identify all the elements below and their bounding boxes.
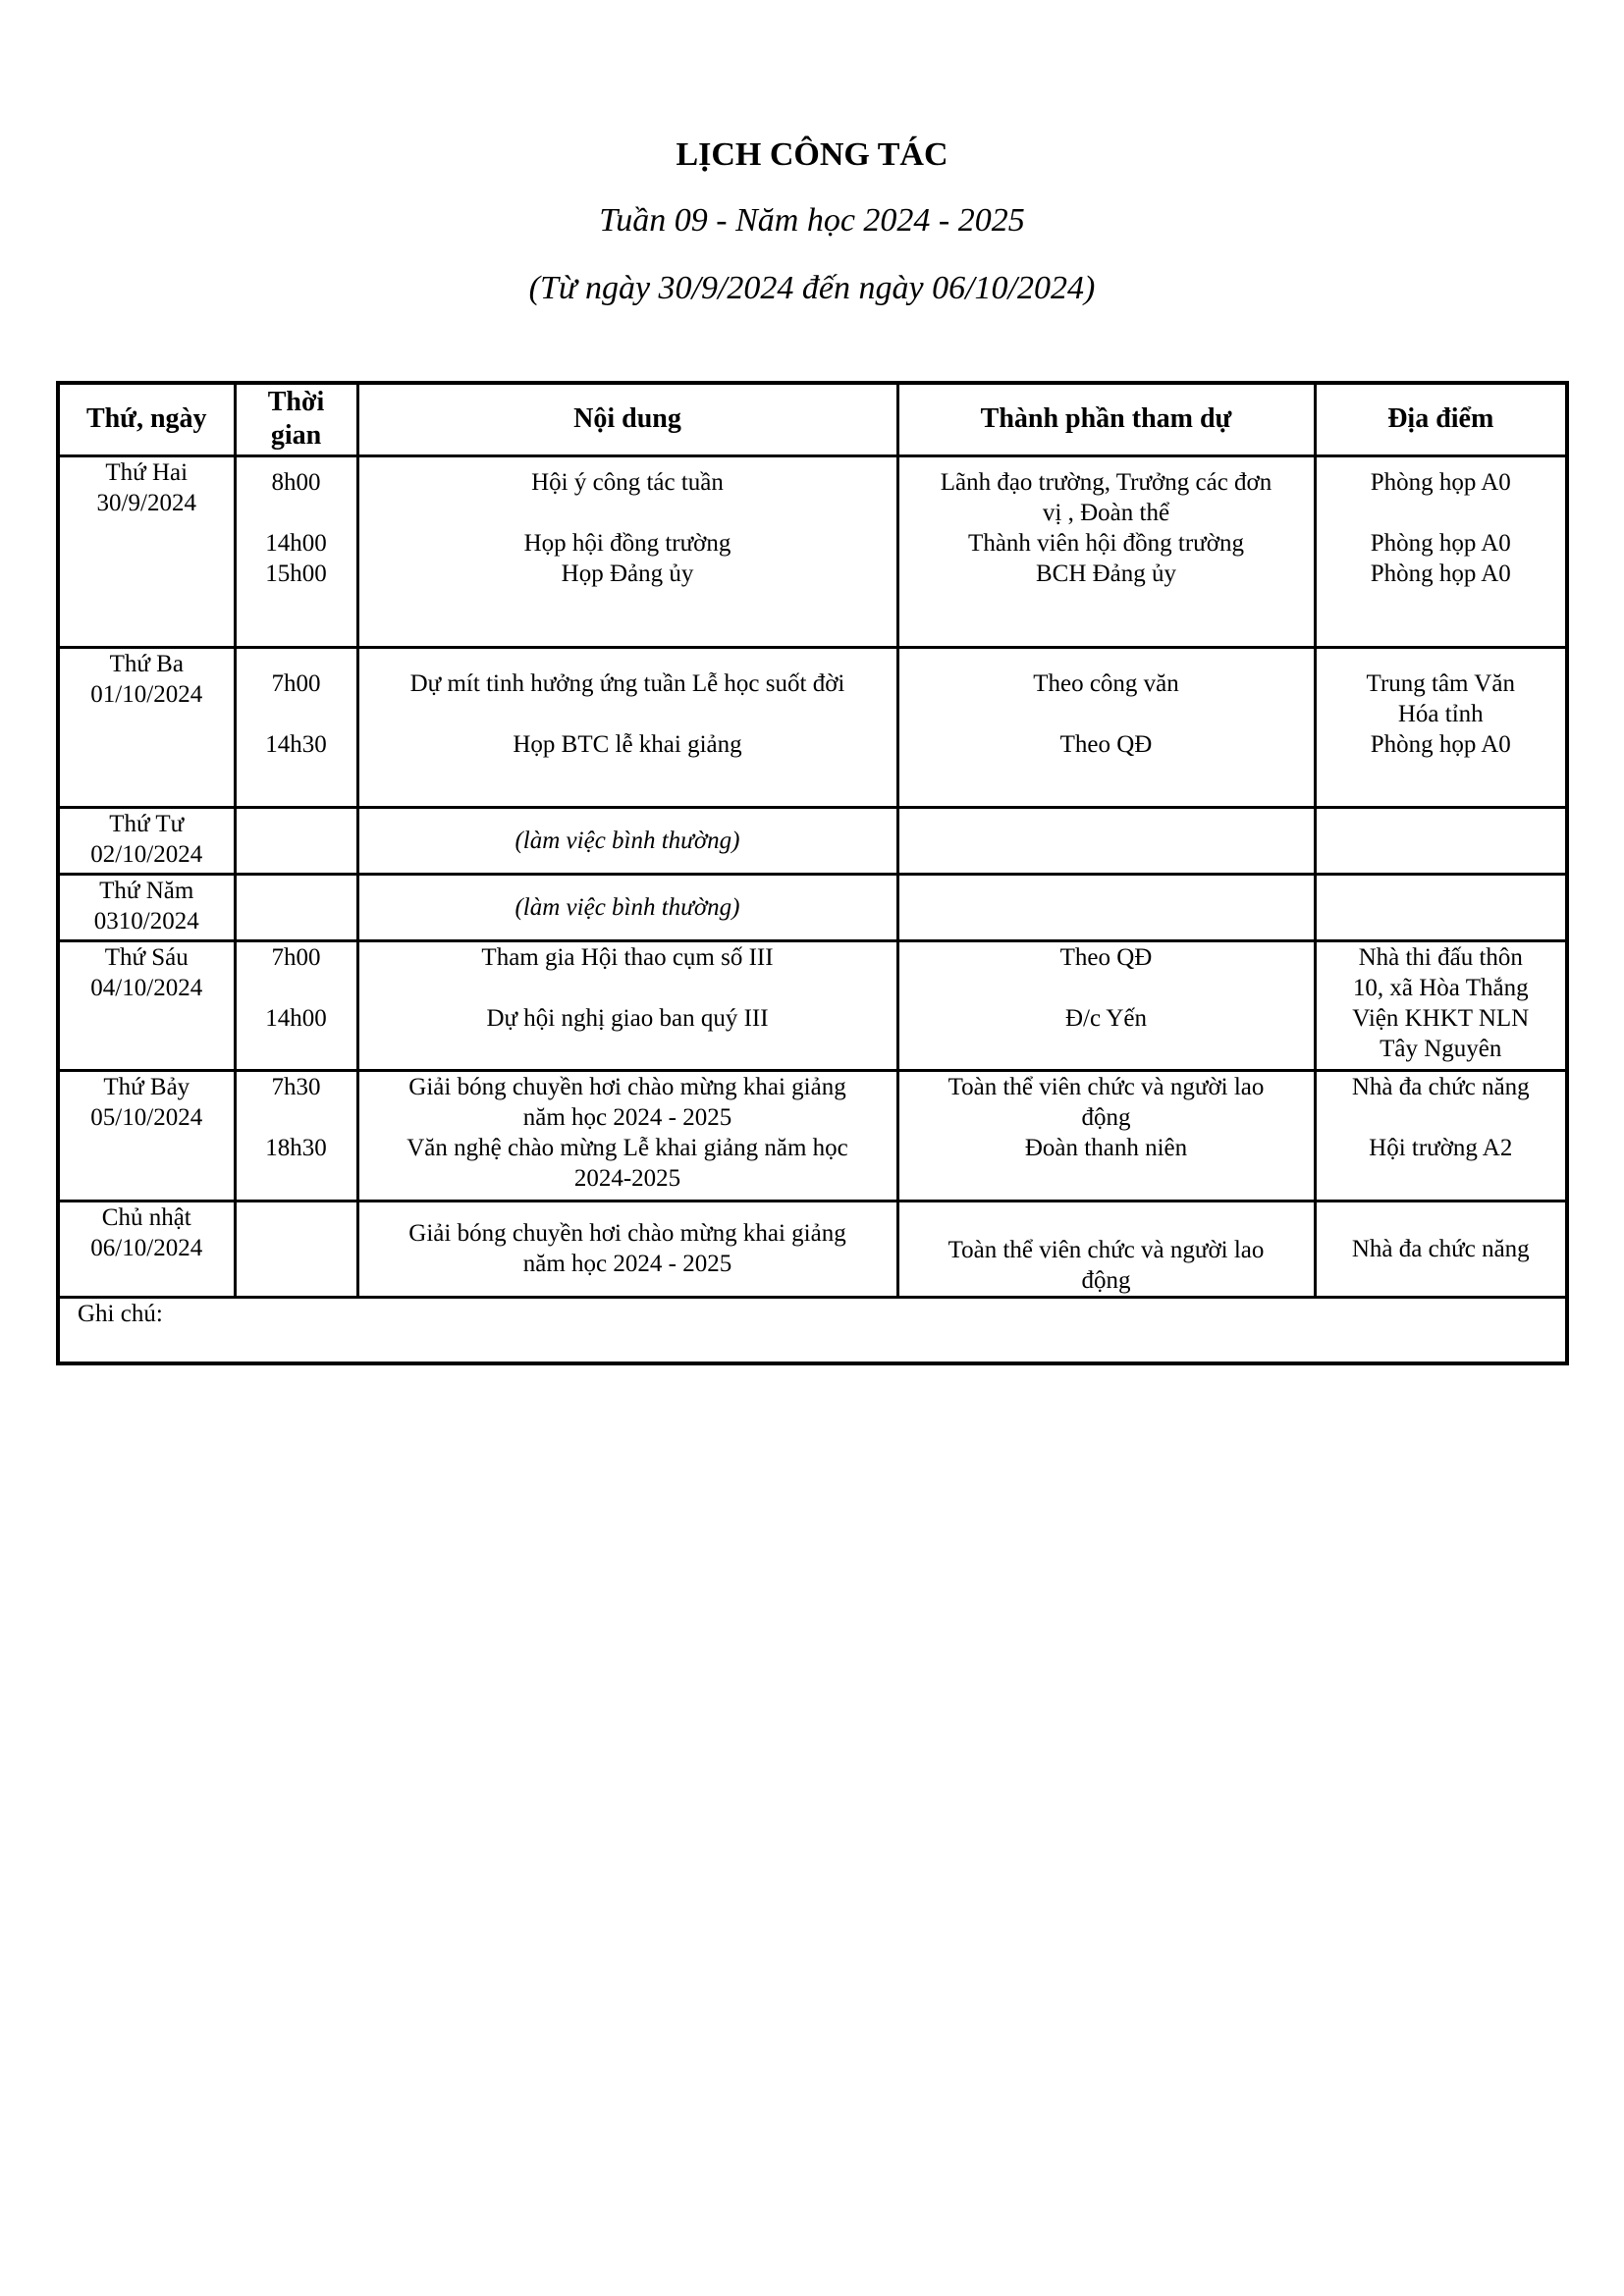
location-item: Nhà đa chức năng	[1351, 1235, 1530, 1262]
content-item: Giải bóng chuyền hơi chào mừng khai giảng	[408, 1073, 846, 1100]
day-name: Chủ nhật	[101, 1203, 191, 1231]
location-item: Hội trường A2	[1369, 1134, 1513, 1161]
participants-cell	[897, 455, 1315, 647]
participants-item: Lãnh đạo trường, Trưởng các đơn	[940, 468, 1272, 496]
participants-cell	[897, 647, 1315, 807]
day-name: Thứ Tư	[109, 810, 185, 837]
content-item: Giải bóng chuyền hơi chào mừng khai giảng	[408, 1220, 846, 1247]
time-cell	[235, 647, 357, 807]
day-date: 30/9/2024	[96, 489, 196, 516]
content-cell	[357, 455, 897, 647]
time-cell	[235, 1201, 357, 1297]
location-cell	[1315, 455, 1567, 647]
day-date: 02/10/2024	[90, 840, 203, 868]
content-item: Dự mít tinh hưởng ứng tuần Lễ học suốt đời	[409, 669, 845, 697]
notes-cell	[58, 1297, 1567, 1363]
content-cell	[357, 1201, 897, 1297]
header-time-line1: Thời	[267, 387, 325, 418]
day-name: Thứ Ba	[109, 650, 184, 677]
header-participants: Thành phần tham dự	[897, 383, 1315, 455]
day-cell	[58, 1201, 235, 1297]
location-item: Tây Nguyên	[1380, 1035, 1502, 1062]
header-time-line2: gian	[270, 420, 322, 452]
day-date: 0310/2024	[93, 907, 199, 934]
location-item: 10, xã Hòa Thắng	[1352, 974, 1529, 1001]
participants-cell	[897, 940, 1315, 1070]
content-item: (làm việc bình thường)	[514, 827, 740, 854]
header-location: Địa điểm	[1315, 383, 1567, 455]
document-date-range: (Từ ngày 30/9/2024 đến ngày 06/10/2024)	[528, 270, 1096, 306]
location-item: Nhà đa chức năng	[1351, 1073, 1530, 1100]
time-value: 14h00	[265, 1004, 327, 1032]
time-cell	[235, 874, 357, 940]
content-item: Dự hội nghị giao ban quý III	[486, 1004, 769, 1032]
time-value: 7h30	[271, 1073, 321, 1100]
content-item: Họp BTC lễ khai giảng	[513, 730, 742, 758]
location-cell	[1315, 874, 1567, 940]
content-cell	[357, 807, 897, 874]
day-cell	[58, 647, 235, 807]
time-cell	[235, 455, 357, 647]
content-item: Họp hội đồng trường	[523, 529, 731, 557]
content-item: (làm việc bình thường)	[514, 893, 740, 921]
day-cell	[58, 807, 235, 874]
participants-item: động	[1081, 1103, 1131, 1131]
location-cell	[1315, 1070, 1567, 1201]
day-date: 01/10/2024	[90, 680, 203, 708]
content-cell	[357, 940, 897, 1070]
participants-cell	[897, 1201, 1315, 1297]
time-cell	[235, 1070, 357, 1201]
table-row-friday	[58, 940, 1567, 1070]
content-cell	[357, 1070, 897, 1201]
location-item: Hóa tỉnh	[1397, 700, 1484, 727]
time-cell	[235, 807, 357, 874]
location-item: Phòng họp A0	[1370, 529, 1511, 557]
day-name: Thứ Bảy	[103, 1073, 190, 1100]
table-row-thursday	[58, 874, 1567, 940]
day-cell	[58, 940, 235, 1070]
location-item: Viện KHKT NLN	[1352, 1004, 1530, 1032]
day-name: Thứ Sáu	[104, 943, 189, 971]
location-cell	[1315, 940, 1567, 1070]
participants-item: Toàn thể viên chức và người lao	[947, 1073, 1265, 1100]
header-content: Nội dung	[357, 383, 897, 455]
participants-item: Toàn thể viên chức và người lao	[947, 1236, 1265, 1263]
day-name: Thứ Năm	[99, 877, 194, 904]
day-name: Thứ Hai	[105, 458, 189, 486]
content-item: Họp Đảng ủy	[561, 560, 694, 587]
document-title: LỊCH CÔNG TÁC	[676, 136, 948, 173]
table-row-notes	[58, 1297, 1567, 1363]
time-value: 8h00	[271, 468, 321, 496]
participants-item: Theo QĐ	[1059, 943, 1153, 971]
participants-item: Đ/c Yến	[1064, 1004, 1148, 1032]
content-item: Tham gia Hội thao cụm số III	[481, 943, 774, 971]
participants-item: Theo công văn	[1033, 669, 1179, 697]
table-row-sunday	[58, 1201, 1567, 1297]
day-date: 05/10/2024	[90, 1103, 203, 1131]
table-row-wednesday	[58, 807, 1567, 874]
notes-label: Ghi chú:	[78, 1300, 163, 1327]
participants-cell	[897, 874, 1315, 940]
day-date: 04/10/2024	[90, 974, 203, 1001]
content-cell	[357, 647, 897, 807]
table-header-row	[58, 383, 1567, 455]
document-subtitle: Tuần 09 - Năm học 2024 - 2025	[599, 202, 1025, 239]
participants-cell	[897, 807, 1315, 874]
content-cell	[357, 874, 897, 940]
time-value: 15h00	[265, 560, 327, 587]
content-item: Văn nghệ chào mừng Lễ khai giảng năm học	[406, 1134, 848, 1161]
participants-item: BCH Đảng ủy	[1035, 560, 1177, 587]
schedule-table	[56, 381, 1569, 1365]
time-value: 18h30	[265, 1134, 327, 1161]
day-date: 06/10/2024	[90, 1234, 203, 1261]
location-cell	[1315, 647, 1567, 807]
participants-item: vị , Đoàn thể	[1042, 499, 1170, 526]
participants-item: động	[1081, 1266, 1131, 1294]
location-item: Trung tâm Văn	[1366, 669, 1515, 697]
participants-cell	[897, 1070, 1315, 1201]
location-item: Nhà thi đấu thôn	[1358, 943, 1523, 971]
location-cell	[1315, 1201, 1567, 1297]
table-row-monday	[58, 455, 1567, 647]
time-value: 7h00	[271, 669, 321, 697]
location-item: Phòng họp A0	[1370, 560, 1511, 587]
time-value: 14h00	[265, 529, 327, 557]
location-item: Phòng họp A0	[1370, 730, 1511, 758]
location-cell	[1315, 807, 1567, 874]
participants-item: Thành viên hội đồng trường	[968, 529, 1244, 557]
header-time	[235, 383, 357, 455]
day-cell	[58, 1070, 235, 1201]
location-item: Phòng họp A0	[1370, 468, 1511, 496]
participants-item: Đoàn thanh niên	[1024, 1134, 1188, 1161]
content-item: Hội ý công tác tuần	[531, 468, 724, 496]
time-value: 14h30	[265, 730, 327, 758]
day-cell	[58, 874, 235, 940]
participants-item: Theo QĐ	[1059, 730, 1153, 758]
content-item: năm học 2024 - 2025	[522, 1251, 732, 1277]
table-row-saturday	[58, 1070, 1567, 1201]
content-item: 2024-2025	[573, 1164, 681, 1192]
header-day: Thứ, ngày	[58, 383, 235, 455]
time-cell	[235, 940, 357, 1070]
content-item: năm học 2024 - 2025	[522, 1103, 732, 1131]
table-row-tuesday	[58, 647, 1567, 807]
time-value: 7h00	[271, 943, 321, 971]
day-cell	[58, 455, 235, 647]
